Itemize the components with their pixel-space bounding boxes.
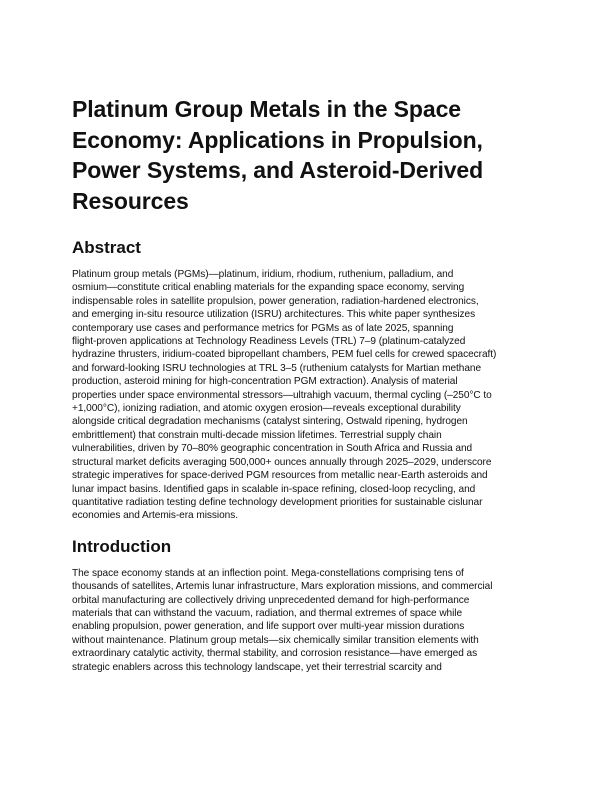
introduction-line: strategic enablers across this technology landscape, yet their terrestrial scarcity and [72,661,442,673]
title-line: Economy: Applications in Propulsion, [72,126,483,153]
abstract-line: alongside critical degradation mechanisms (catalyst sintering, Ostwald ripening, hydrogen [72,416,468,428]
introduction-line: The space economy stands at an inflection point. Mega-constellations comprising tens of [72,567,464,579]
paper-title [72,94,544,216]
introduction-heading: Introduction [72,536,172,556]
abstract-line: strategic imperatives for space-derived PGM resources from metallic near-Earth asteroids and [72,470,488,482]
abstract-line: structural market deficits averaging 500,000+ ounces annually through 2025–2029, underscore [72,456,492,468]
introduction-line: enabling propulsion, power generation, and life support over multi-year mission durations [72,621,465,633]
introduction-line: orbital manufacturing are collectively driving unprecedented demand for high-performance [72,594,470,606]
title-line: Platinum Group Metals in the Space [72,96,461,122]
abstract-line: production, asteroid mining for high-concentration PGM extraction). Analysis of material [72,376,458,388]
introduction-line: materials that can withstand the vacuum, radiation, and thermal extremes of space while [72,607,463,619]
abstract-line: quantitative radiation testing define technology development priorities for sustainable cislunar [72,496,483,508]
abstract-heading: Abstract [72,238,141,257]
title-line: Power Systems, and Asteroid-Derived [72,157,484,183]
introduction-line: without maintenance. Platinum group metals—six chemically similar transition elements with [72,634,479,646]
introduction-paragraph [72,567,544,674]
abstract-line: and forward-looking ISRU technologies at TRL 3–5 (ruthenium catalysts for Martian methane [72,362,482,374]
introduction-line: extraordinary catalytic activity, thermal stability, and corrosion resistance—have emerged as [72,648,478,660]
abstract-line: contemporary use cases and performance metrics for PGMs as of late 2025, spanning [72,322,454,334]
abstract-line: indispensable roles in satellite propulsion, power generation, radiation-hardened electronics, [72,295,479,307]
abstract-line: lunar impact basins. Identified gaps in scalable in-space refining, closed-loop recycling, and [72,483,476,495]
abstract-line: and emerging in-situ resource utilization (ISRU) architectures. This white paper synthesizes [72,309,476,321]
abstract-line: +1,000°C), ionizing radiation, and atomic oxygen erosion—reveals exceptional durability [72,403,461,415]
abstract-line: vulnerabilities, driven by 70–80% geographic concentration in South Africa and Russia and [72,443,473,455]
abstract-line: hydrazine thrusters, iridium-coated bipropellant chambers, PEM fuel cells for crewed spacecraft) [72,349,497,361]
abstract-line: embrittlement) that constrain multi-decade mission lifetimes. Terrestrial supply chain [72,429,442,441]
abstract-paragraph [72,268,544,523]
abstract-line: flight-proven applications at Technology Readiness Levels (TRL) 7–9 (platinum-catalyzed [72,336,466,348]
abstract-line: economies and Artemis-era missions. [72,510,238,522]
abstract-line: osmium—constitute critical enabling materials for the expanding space economy, serving [72,282,465,294]
introduction-line: thousands of satellites, Artemis lunar infrastructure, Mars exploration missions, and commercial [72,581,493,593]
abstract-line: Platinum group metals (PGMs)—platinum, iridium, rhodium, ruthenium, palladium, and [72,269,454,280]
abstract-line: properties under space environmental stressors—ultrahigh vacuum, thermal cycling (–250°C to [72,389,492,401]
title-line: Resources [72,187,189,214]
paper-page [72,94,544,688]
